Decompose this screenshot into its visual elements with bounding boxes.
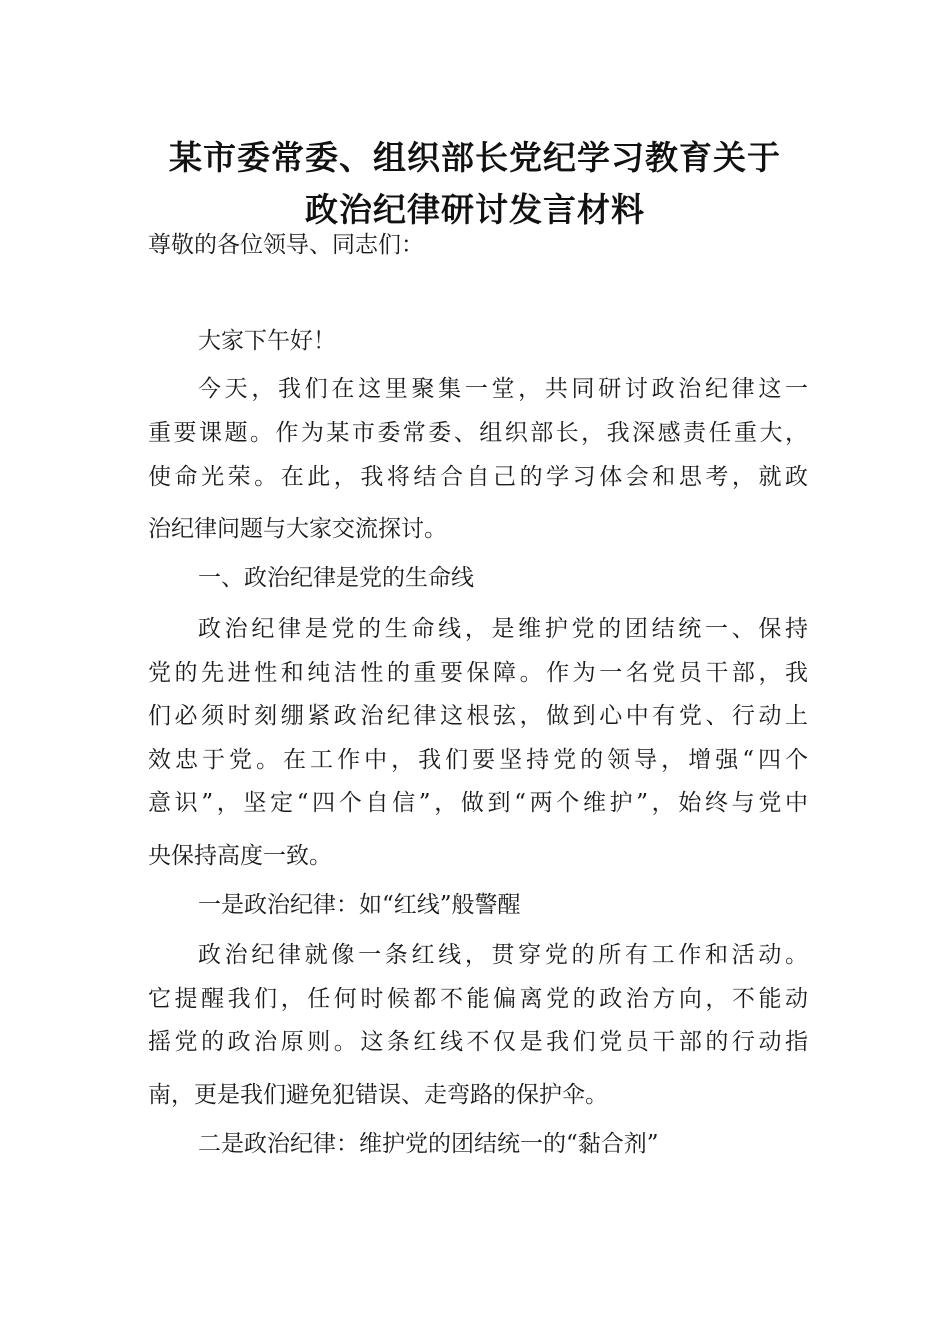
paragraph-line: 南，更是我们避免犯错误、走弯路的保护伞。 <box>148 1082 608 1108</box>
paragraph-line: 央保持高度一致。 <box>148 843 332 869</box>
paragraph-line: 今天，我们在这里聚集一堂，共同研讨政治纪律这一 <box>198 376 808 402</box>
paragraph-line: 意识”，坚定“四个自信”，做到“两个维护”，始终与党中 <box>148 790 808 816</box>
paragraph-line: 使命光荣。在此，我将结合自己的学习体会和思考，就政 <box>148 464 808 490</box>
sub-heading: 二是政治纪律：维护党的团结统一的“黏合剂” <box>198 1131 659 1157</box>
paragraph-line: 政治纪律是党的生命线，是维护党的团结统一、保持 <box>198 616 808 642</box>
paragraph-line: 政治纪律就像一条红线，贯穿党的所有工作和活动。 <box>198 942 808 968</box>
sub-heading: 一是政治纪律：如“红线”般警醒 <box>198 892 521 918</box>
paragraph-line: 重要课题。作为某市委常委、组织部长，我深感责任重大， <box>148 420 808 446</box>
document-title-line-1: 某市委常委、组织部长党纪学习教育关于 <box>169 138 781 177</box>
paragraph-line: 效忠于党。在工作中，我们要坚持党的领导，增强“四个 <box>148 747 808 773</box>
section-heading: 一、政治纪律是党的生命线 <box>198 565 474 591</box>
paragraph-line: 摇党的政治原则。这条红线不仅是我们党员干部的行动指 <box>148 1029 808 1055</box>
paragraph-line: 治纪律问题与大家交流探讨。 <box>148 516 447 542</box>
greeting: 大家下午好！ <box>198 328 336 354</box>
paragraph-line: 它提醒我们，任何时候都不能偏离党的政治方向，不能动 <box>148 986 808 1012</box>
paragraph-line: 党的先进性和纯洁性的重要保障。作为一名党员干部，我 <box>148 660 808 686</box>
paragraph-line: 们必须时刻绷紧政治纪律这根弦，做到心中有党、行动上 <box>148 703 808 729</box>
document-title-line-2: 政治纪律研讨发言材料 <box>305 190 645 229</box>
salutation: 尊敬的各位领导、同志们： <box>148 232 424 258</box>
